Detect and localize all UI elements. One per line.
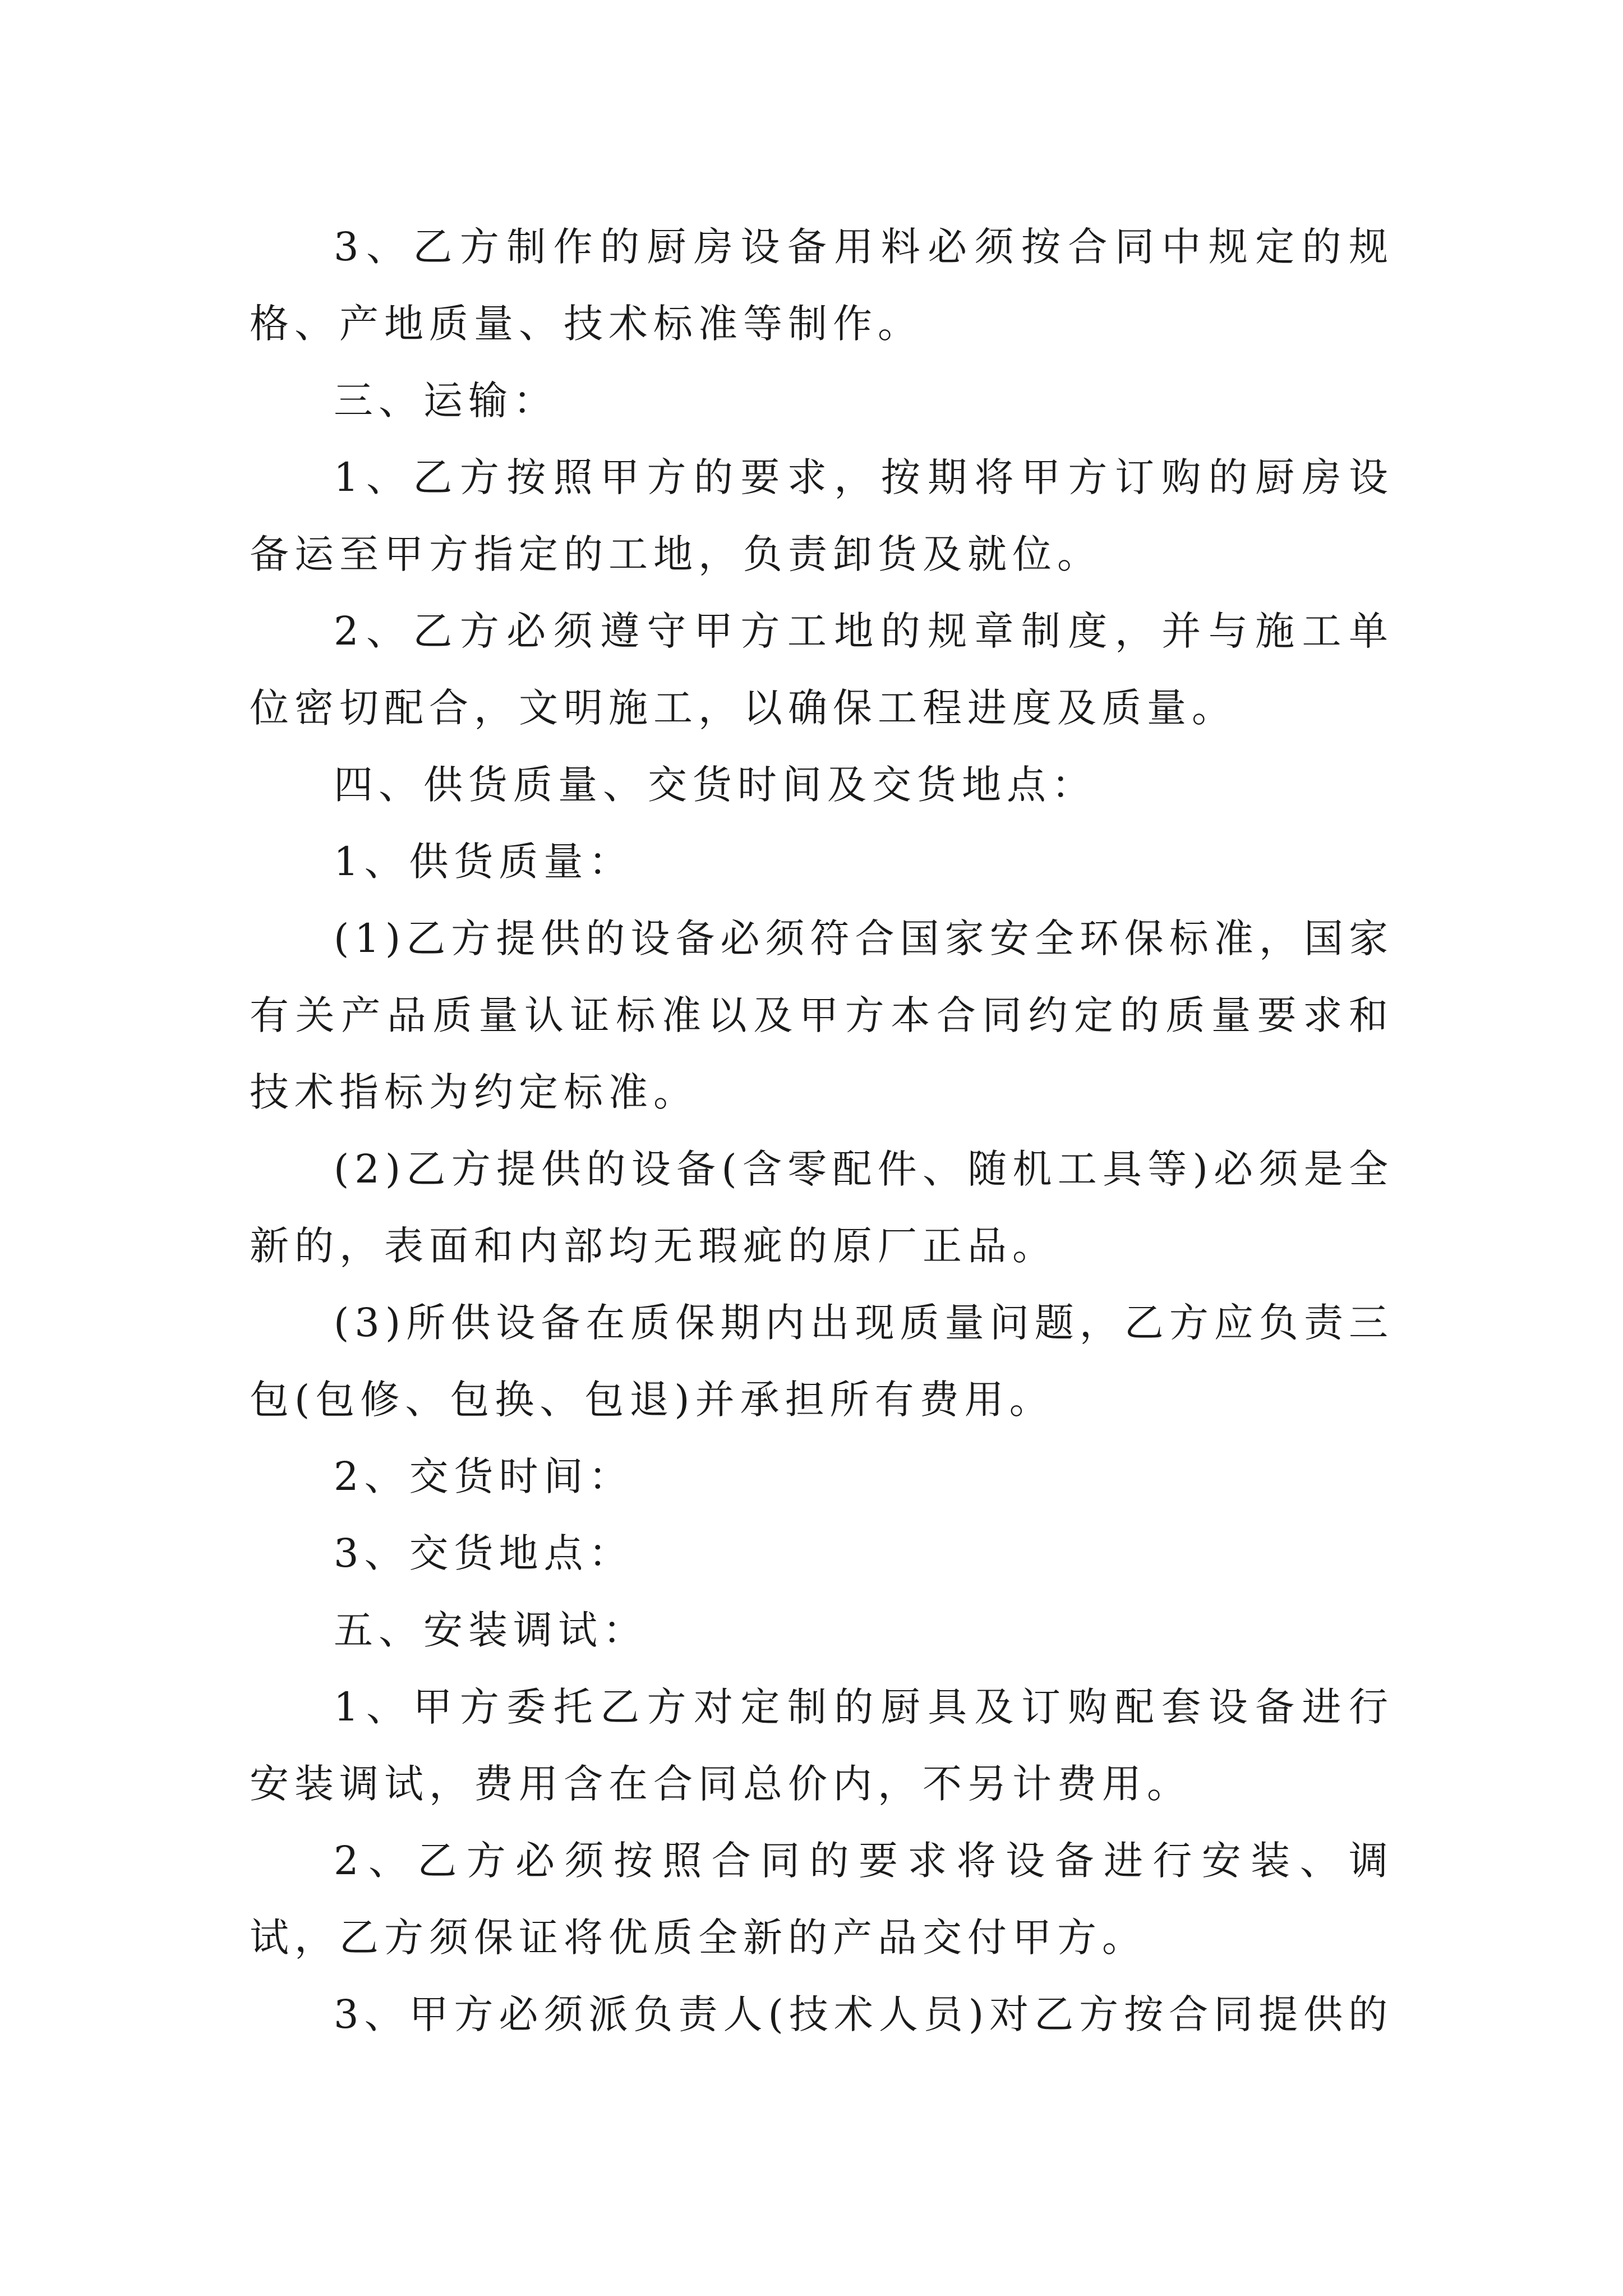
paragraph-quality-standards: (1)乙方提供的设备必须符合国家安全环保标准，国家有关产品质量认证标准以及甲方本合同约定的质量要求和技术指标为约定标准。 [250,915,1394,1115]
subheading-supply-quality: 1、供货质量： [334,839,634,885]
paragraph-warranty: (3)所供设备在质保期内出现质量问题，乙方应负责三包(包修、包换、包退)并承担所有费用。 [250,1300,1394,1423]
paragraph-materials-spec: 3、乙方制作的厨房设备用料必须按合同中规定的规格、产地质量、技术标准等制作。 [250,224,1394,347]
paragraph-installation-requirements: 2、乙方必须按照合同的要求将设备进行安装、调试，乙方须保证将优质全新的产品交付甲方。 [250,1838,1394,1961]
document-body [250,209,1394,2053]
section-heading-transport: 三、运输： [334,378,558,424]
section-heading-quality-time-place: 四、供货质量、交货时间及交货地点： [334,762,1096,808]
section-heading-installation: 五、安装调试： [334,1607,648,1653]
paragraph-brand-new-equipment: (2)乙方提供的设备(含零配件、随机工具等)必须是全新的，表面和内部均无瑕疵的原厂正品。 [250,1146,1394,1269]
paragraph-installation-included: 1、甲方委托乙方对定制的厨具及订购配套设备进行安装调试，费用含在合同总价内，不另计费用。 [250,1684,1394,1807]
paragraph-acceptance-partial: 3、甲方必须派负责人(技术人员)对乙方按合同提供的 [334,1991,1394,2037]
subheading-delivery-place: 3、交货地点： [334,1530,634,1576]
subheading-delivery-time: 2、交货时间： [334,1453,634,1499]
paragraph-transport-delivery: 1、乙方按照甲方的要求，按期将甲方订购的厨房设备运至甲方指定的工地，负责卸货及就位。 [250,454,1394,577]
paragraph-site-rules: 2、乙方必须遵守甲方工地的规章制度，并与施工单位密切配合，文明施工，以确保工程进度及质量。 [250,608,1394,731]
